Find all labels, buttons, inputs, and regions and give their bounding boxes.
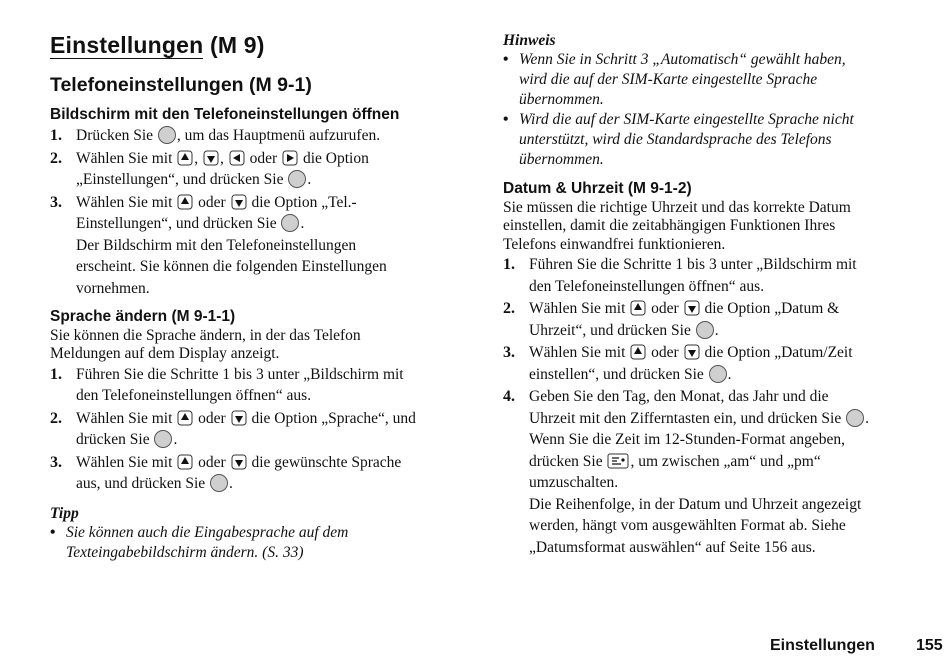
center-key-icon bbox=[709, 365, 727, 383]
step-line bbox=[76, 213, 470, 235]
step-line: Wenn Sie die Zeit im 12-Stunden-Format angeben, bbox=[529, 431, 846, 449]
open-steps-list bbox=[50, 125, 470, 299]
right-column bbox=[503, 32, 923, 558]
subsection-language-code: (M 9-1-1) bbox=[171, 308, 236, 325]
nav-up-icon bbox=[630, 343, 646, 361]
soft-key-icon bbox=[607, 452, 629, 470]
section-title-text: Telefoneinstellungen bbox=[50, 74, 244, 96]
nav-down-icon bbox=[231, 453, 247, 471]
step-text: die Option „Sprache“, und bbox=[247, 409, 416, 427]
hint-line: unterstützt, wird die Standardsprache des Telefons bbox=[519, 131, 832, 148]
tip-line: Sie können auch die Eingabesprache auf dem bbox=[66, 523, 349, 541]
nav-up-icon bbox=[177, 193, 193, 211]
subsection-language-heading bbox=[50, 307, 470, 327]
tip-line: Texteingabebildschirm ändern. (S. 33) bbox=[66, 543, 304, 561]
step-text: Wählen Sie mit bbox=[76, 453, 177, 471]
step-text: . bbox=[714, 321, 719, 339]
subsection-date-heading bbox=[503, 179, 923, 199]
step-text: . bbox=[173, 431, 178, 449]
step-number: 1. bbox=[50, 127, 62, 144]
step-text: Wählen Sie mit bbox=[529, 300, 630, 318]
bullet: • bbox=[503, 111, 509, 128]
step-text: die Option bbox=[299, 149, 369, 167]
page-title-text: Einstellungen bbox=[50, 32, 204, 58]
step-text: . bbox=[865, 409, 869, 427]
step-line bbox=[529, 408, 923, 430]
list-item bbox=[50, 408, 470, 451]
step-text: Einstellungen“, und drücken Sie bbox=[76, 215, 281, 232]
step-line bbox=[529, 320, 923, 342]
step-number: 3. bbox=[50, 453, 62, 471]
list-item bbox=[503, 254, 923, 297]
step-text: Wählen Sie mit bbox=[76, 193, 177, 211]
nav-down-icon bbox=[231, 193, 247, 211]
step-line: erscheint. Sie können die folgenden Einstellungen bbox=[76, 258, 387, 275]
intro-line: einstellen, damit die zeitabhängigen Funktionen Ihres bbox=[503, 217, 836, 235]
nav-down-icon bbox=[203, 149, 219, 167]
nav-right-icon bbox=[282, 149, 298, 167]
intro-line: Meldungen auf dem Display anzeigt. bbox=[50, 345, 280, 363]
tip-list bbox=[50, 523, 470, 563]
step-line: Die Reihenfolge, in der Datum und Uhrzeit angezeigt bbox=[529, 495, 862, 513]
hint-line: übernommen. bbox=[519, 151, 604, 168]
bullet: • bbox=[50, 523, 56, 541]
hint-line: Wenn Sie in Schritt 3 „Automatisch“ gewählt haben, bbox=[519, 51, 846, 68]
step-text: . bbox=[727, 365, 732, 383]
subsection-language-title: Sprache ändern bbox=[50, 308, 168, 325]
step-text: . bbox=[300, 215, 305, 232]
hint-box bbox=[503, 32, 923, 170]
step-text: oder bbox=[245, 149, 282, 167]
step-text: aus, und drücken Sie bbox=[76, 475, 210, 493]
step-line bbox=[76, 429, 470, 451]
step-text: drücken Sie bbox=[76, 431, 154, 449]
page-footer bbox=[770, 637, 950, 659]
bullet: • bbox=[503, 51, 509, 68]
date-intro bbox=[503, 199, 923, 254]
center-key-icon bbox=[288, 170, 306, 188]
list-item bbox=[50, 148, 470, 191]
step-text: Uhrzeit mit den Zifferntasten ein, und drücken Sie bbox=[529, 409, 846, 427]
left-column bbox=[50, 30, 470, 563]
step-line bbox=[76, 473, 470, 495]
intro-line: Sie können die Sprache ändern, in der das Telefon bbox=[50, 327, 361, 344]
page-title-code: (M 9) bbox=[210, 32, 265, 58]
step-line: „Datumsformat auswählen“ auf Seite 156 aus. bbox=[529, 538, 816, 556]
step-text: oder bbox=[194, 409, 230, 427]
list-item bbox=[50, 192, 470, 300]
language-intro bbox=[50, 327, 470, 364]
step-number: 3. bbox=[50, 193, 62, 211]
step-text: oder bbox=[647, 344, 683, 362]
step-number: 1. bbox=[50, 365, 62, 383]
step-text: Geben Sie den Tag, den Monat, das Jahr und die bbox=[529, 388, 829, 406]
page-title bbox=[50, 30, 470, 60]
nav-up-icon bbox=[177, 453, 193, 471]
step-line: umzuschalten. bbox=[529, 474, 619, 492]
page-number: 155 bbox=[916, 637, 943, 654]
step-text: , bbox=[220, 149, 228, 167]
intro-line: Telefons einwandfrei funktionieren. bbox=[503, 235, 726, 253]
step-number: 2. bbox=[50, 149, 62, 167]
step-text: die gewünschte Sprache bbox=[247, 453, 402, 471]
center-key-icon bbox=[846, 409, 864, 427]
list-item bbox=[503, 342, 923, 385]
step-number: 2. bbox=[50, 409, 62, 427]
tip-box bbox=[50, 505, 470, 563]
center-key-icon bbox=[210, 474, 228, 492]
center-key-icon bbox=[281, 214, 299, 232]
step-text: . bbox=[307, 171, 312, 188]
step-text: die Option „Datum/Zeit bbox=[700, 344, 853, 362]
subsection-date-title: Datum & Uhrzeit bbox=[503, 180, 624, 197]
step-text: drücken Sie bbox=[529, 452, 607, 470]
step-text: Wählen Sie mit bbox=[76, 409, 177, 427]
list-item bbox=[50, 125, 470, 147]
step-line: Der Bildschirm mit den Telefoneinstellungen bbox=[76, 236, 357, 254]
step-number: 1. bbox=[503, 256, 515, 274]
step-line bbox=[529, 364, 923, 386]
step-text: Wählen Sie mit bbox=[76, 149, 177, 167]
hint-line: übernommen. bbox=[519, 91, 604, 108]
date-steps-list bbox=[503, 254, 923, 558]
list-item bbox=[503, 298, 923, 341]
section-title bbox=[50, 72, 470, 98]
step-text: , um das Hauptmenü aufzurufen. bbox=[176, 127, 381, 144]
nav-up-icon bbox=[177, 149, 193, 167]
nav-down-icon bbox=[684, 343, 700, 361]
step-text: Drücken Sie bbox=[76, 127, 157, 144]
step-text: . bbox=[229, 475, 233, 493]
step-line: den Telefoneinstellungen öffnen“ aus. bbox=[529, 277, 765, 295]
hint-heading: Hinweis bbox=[503, 32, 556, 49]
list-item bbox=[50, 452, 470, 495]
step-text: oder bbox=[194, 193, 230, 211]
step-text: die Option „Tel.- bbox=[247, 193, 357, 211]
nav-down-icon bbox=[684, 299, 700, 317]
section-title-code: (M 9-1) bbox=[249, 74, 312, 96]
step-text: , um zwischen „am“ und „pm“ bbox=[630, 452, 821, 470]
step-text: Wählen Sie mit bbox=[529, 344, 630, 362]
step-text: die Option „Datum & bbox=[700, 300, 840, 318]
step-line: vornehmen. bbox=[76, 279, 150, 297]
step-text: , bbox=[194, 149, 203, 167]
subsection-open-heading: Bildschirm mit den Telefoneinstellungen öffnen bbox=[50, 106, 400, 123]
list-item bbox=[503, 386, 923, 558]
nav-down-icon bbox=[231, 409, 247, 427]
step-number: 2. bbox=[503, 300, 515, 318]
step-text: Uhrzeit“, und drücken Sie bbox=[529, 321, 695, 339]
step-text: Führen Sie die Schritte 1 bis 3 unter „Bildschirm mit bbox=[76, 365, 404, 383]
language-steps-list bbox=[50, 364, 470, 495]
step-text: „Einstellungen“, und drücken Sie bbox=[76, 171, 288, 188]
list-item bbox=[50, 523, 470, 563]
nav-up-icon bbox=[177, 409, 193, 427]
step-text: Führen Sie die Schritte 1 bis 3 unter „Bildschirm mit bbox=[529, 256, 857, 274]
step-line: werden, hängt vom ausgewählten Format ab. Siehe bbox=[529, 517, 846, 535]
center-key-icon bbox=[696, 321, 714, 339]
center-key-icon bbox=[158, 126, 176, 144]
hint-line: Wird die auf der SIM-Karte eingestellte Sprache nicht bbox=[519, 111, 854, 128]
step-text: einstellen“, und drücken Sie bbox=[529, 365, 708, 383]
step-number: 3. bbox=[503, 344, 515, 362]
step-text: oder bbox=[647, 300, 683, 318]
footer-chapter-label: Einstellungen bbox=[770, 637, 875, 654]
nav-left-icon bbox=[229, 149, 245, 167]
list-item bbox=[503, 110, 923, 170]
subsection-date-code: (M 9-1-2) bbox=[627, 180, 692, 197]
step-line bbox=[529, 451, 923, 473]
step-text: oder bbox=[194, 453, 230, 471]
list-item bbox=[503, 50, 923, 110]
intro-line: Sie müssen die richtige Uhrzeit und das korrekte Datum bbox=[503, 199, 851, 216]
center-key-icon bbox=[154, 430, 172, 448]
hint-list bbox=[503, 50, 923, 170]
step-line bbox=[76, 169, 470, 191]
nav-up-icon bbox=[630, 299, 646, 317]
hint-line: wird die auf der SIM-Karte eingestellte Sprache bbox=[519, 71, 818, 88]
step-number: 4. bbox=[503, 388, 515, 406]
list-item bbox=[50, 364, 470, 407]
step-line: den Telefoneinstellungen öffnen“ aus. bbox=[76, 387, 312, 405]
tip-heading: Tipp bbox=[50, 504, 79, 522]
